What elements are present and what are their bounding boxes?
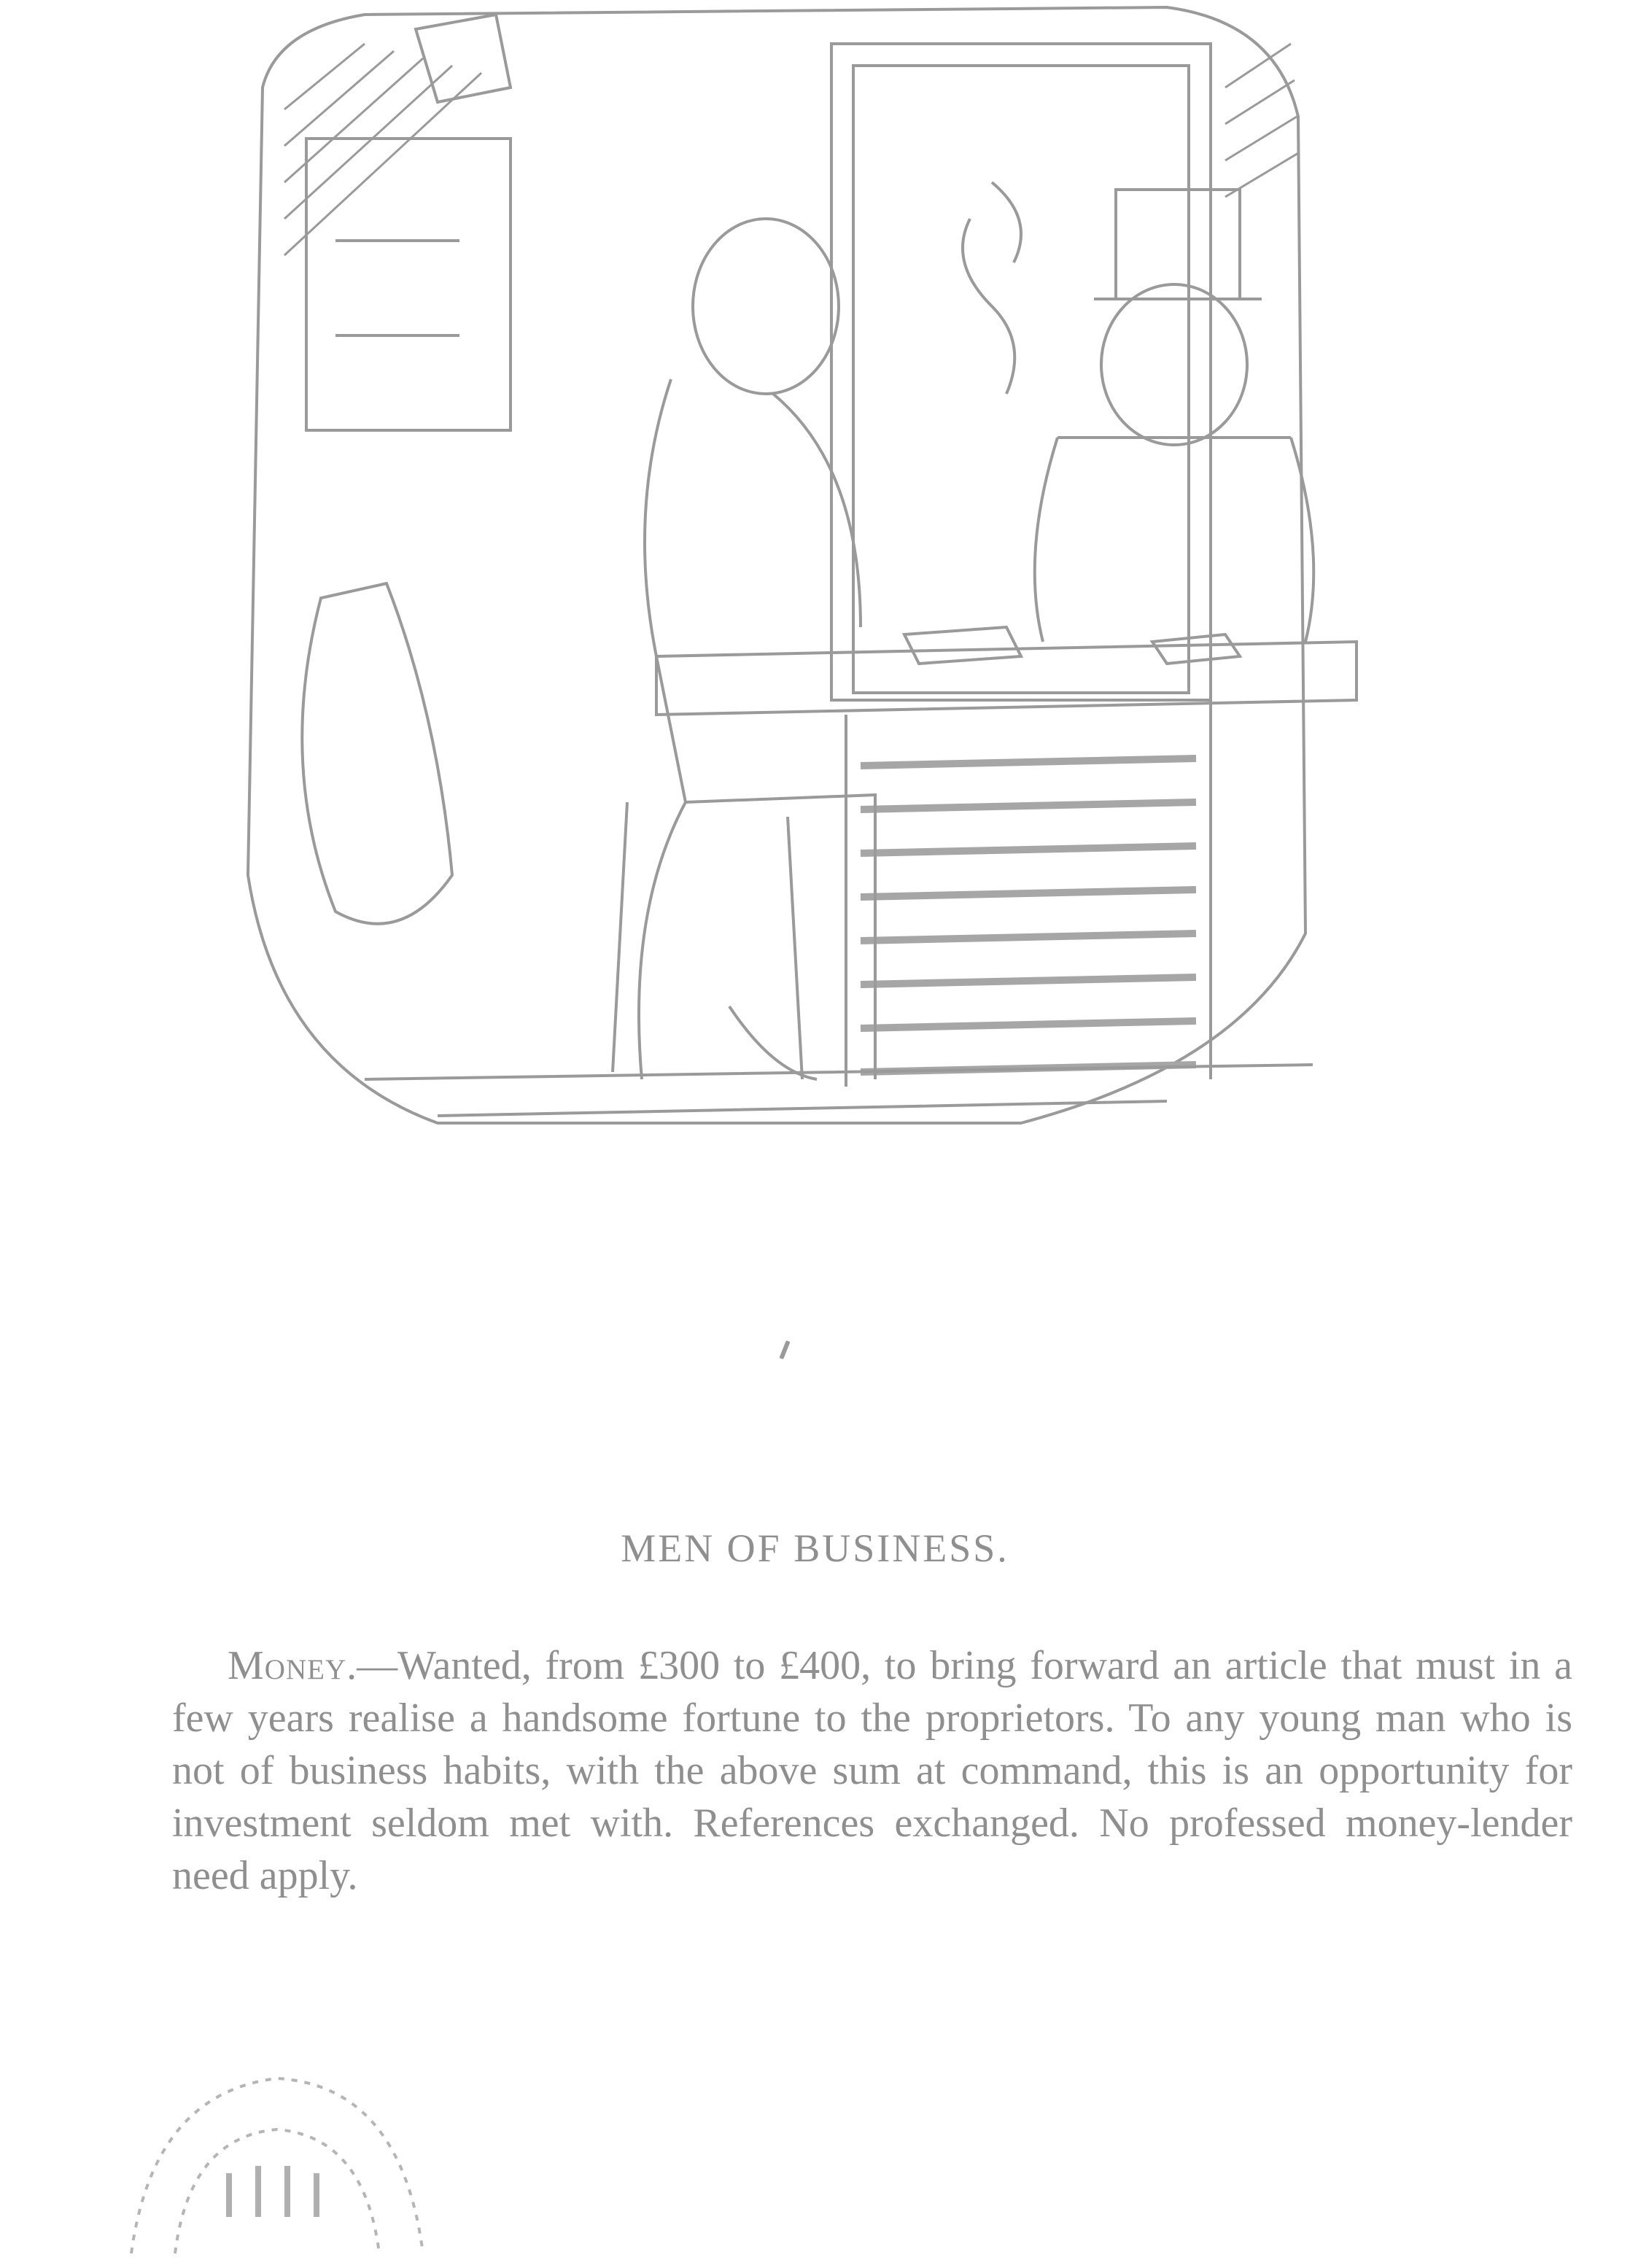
advert-lead: Money (228, 1643, 347, 1688)
engraving-icon (219, 0, 1517, 1160)
stamp-icon (109, 2049, 438, 2268)
page-title: MEN OF BUSINESS. (621, 1526, 1009, 1570)
advertisement-text (172, 1639, 1572, 1902)
engraving-illustration (219, 0, 1517, 1160)
stray-ink-mark (779, 1340, 790, 1359)
advert-body: .—Wanted, from £300 to £400, to bring forward an article that must in a few years realise a handsome fortune to the proprietors. To any young man who is not of business habits, with the above sum at command, this is an opportunity for investment seldom met with. References exchanged. No professed money-lender need apply. (172, 1643, 1572, 1898)
library-stamp (109, 2049, 438, 2268)
